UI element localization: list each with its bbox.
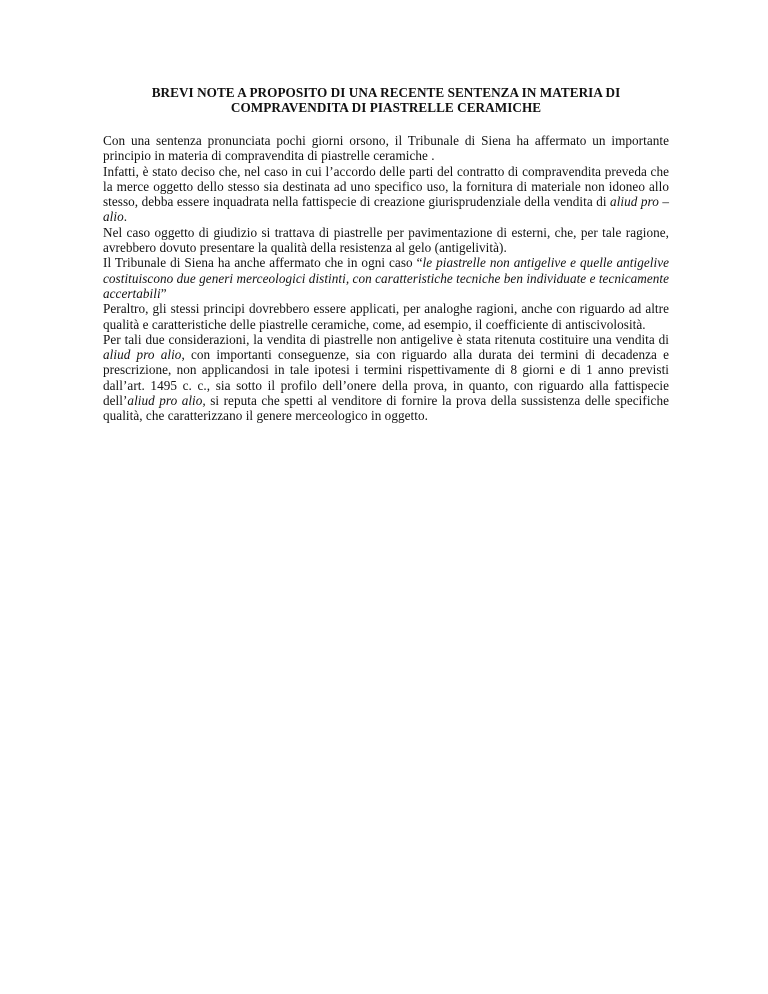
paragraph-3 bbox=[103, 225, 669, 256]
paragraph-2-text-b: . bbox=[123, 209, 128, 225]
paragraph-6-text-a: Per tali due considerazioni, la vendita di piastrelle non antigelive è stata ritenuta costituire una vendita di bbox=[103, 331, 669, 347]
paragraph-4-text-b: ” bbox=[160, 285, 167, 301]
paragraph-4-text-a: Il Tribunale di Siena ha anche affermato che in ogni caso “ bbox=[103, 255, 423, 271]
paragraph-5-text: Peraltro, gli stessi principi dovrebbero essere applicati, per analoghe ragioni, anche con riguardo ad altre qualità e caratteristiche delle piastrelle ceramiche, come, ad esempio, il coefficiente di antiscivolosità. bbox=[103, 301, 669, 332]
document-content bbox=[103, 85, 669, 424]
document-title bbox=[103, 85, 669, 115]
paragraph-1 bbox=[103, 133, 669, 164]
title-line-2: COMPRAVENDITA DI PIASTRELLE CERAMICHE bbox=[230, 100, 542, 115]
paragraph-6-text-c: si reputa che spetti al venditore di fornire la prova della sussistenza delle specifiche qualità, che caratterizzano il genere merceologico in oggetto. bbox=[103, 393, 669, 424]
paragraph-4 bbox=[103, 255, 669, 301]
paragraph-4-quote: le piastrelle non antigelive e quelle antigelive costituiscono due generi merceologici distinti, con caratteristiche tecniche ben individuate e tecnicamente accertabili bbox=[103, 255, 669, 301]
paragraph-6 bbox=[103, 332, 669, 424]
paragraph-2-latin-term: aliud pro – alio bbox=[103, 194, 669, 225]
paragraph-3-text: Nel caso oggetto di giudizio si trattava di piastrelle per pavimentazione di esterni, che, per tale ragione, avrebbero dovuto presentare la qualità della resistenza al gelo (antigelività). bbox=[103, 224, 669, 256]
paragraph-6-latin-term-1: aliud pro alio bbox=[103, 347, 182, 363]
paragraph-6-latin-term-2: aliud pro alio, bbox=[127, 393, 206, 409]
paragraph-5 bbox=[103, 301, 669, 332]
paragraph-2-text-a: Infatti, è stato deciso che, nel caso in cui l’accordo delle parti del contratto di compravendita preveda che la merce oggetto dello stesso sia destinata ad uno specifico uso, la fornitura di materiale non idoneo allo stesso, debba essere inquadrata nella fattispecie di creazione giurisprudenziale della vendita di bbox=[103, 163, 669, 210]
title-line-1: BREVI NOTE A PROPOSITO DI UNA RECENTE SENTENZA IN MATERIA DI bbox=[151, 85, 621, 100]
paragraph-2 bbox=[103, 164, 669, 225]
paragraph-6-text-b: , con importanti conseguenze, sia con riguardo alla durata dei termini di decadenza e prescrizione, non applicandosi in tale ipotesi i termini rispettivamente di 8 giorni e di 1 anno previsti dall’art. 1495 c. c., sia sotto il profilo dell’onere della prova, in quanto, con riguardo alla fattispecie dell’ bbox=[103, 347, 670, 409]
document-body bbox=[103, 133, 669, 424]
paragraph-1-text: Con una sentenza pronunciata pochi giorni orsono, il Tribunale di Siena ha affermato un importante principio in materia di compravendita di piastrelle ceramiche . bbox=[103, 133, 669, 164]
